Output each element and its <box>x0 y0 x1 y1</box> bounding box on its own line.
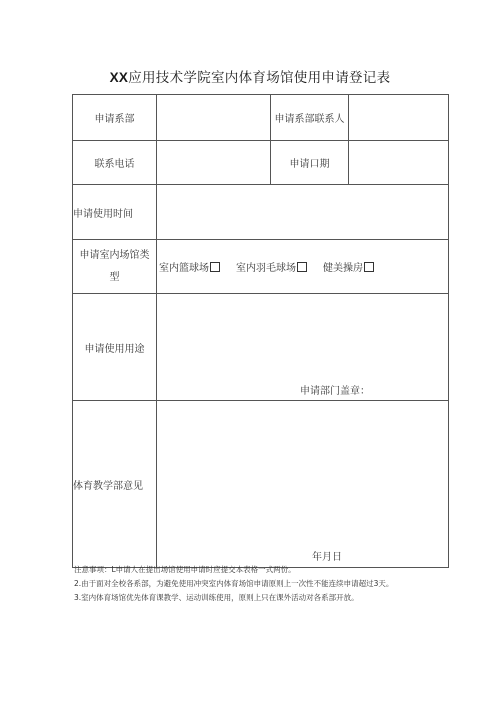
opinion-date-label: 年月日 <box>312 552 342 563</box>
pe-opinion-label: 体育教学部意见 <box>73 401 157 568</box>
venue-option-aerobics-label: 健美操房 <box>323 263 363 274</box>
venue-option-badminton[interactable] <box>236 259 307 274</box>
phone-field[interactable] <box>157 141 271 185</box>
note-1: 注意事项：L申请人在提出场馆使用申请时应提交本表格一式两份。 <box>74 565 296 574</box>
row-usage-purpose <box>73 294 449 401</box>
venue-type-label <box>73 240 157 294</box>
usage-time-label: 申请使用时间 <box>73 185 157 240</box>
usage-purpose-label: 申请使用用途 <box>73 294 157 401</box>
application-form-table <box>72 94 449 568</box>
phone-label: 联系电话 <box>73 141 157 185</box>
venue-option-basketball[interactable] <box>159 259 220 274</box>
badminton-checkbox[interactable] <box>297 262 307 272</box>
department-label: 申请系部 <box>73 95 157 141</box>
application-date-field[interactable] <box>349 141 449 185</box>
department-contact-label: 申请系部联系人 <box>271 95 349 141</box>
basketball-checkbox[interactable] <box>210 262 220 272</box>
row-usage-time <box>73 185 449 240</box>
usage-time-field[interactable] <box>157 185 449 240</box>
venue-option-aerobics[interactable] <box>323 259 374 274</box>
row-department <box>73 95 449 141</box>
row-phone <box>73 141 449 185</box>
venue-option-badminton-label: 室内羽毛球场 <box>236 263 296 274</box>
notes-section <box>74 563 454 605</box>
title-text: 应用技术学院室内体育场馆使用申请登记表 <box>128 70 391 86</box>
department-contact-field[interactable] <box>349 95 449 141</box>
venue-type-label-line1: 申请室内场馆类 <box>79 249 150 261</box>
note-2: 2.由于面对全校各系部，为避免使用冲突室内体育场馆申请原则上一次性不能连续申请超过3天。 <box>74 579 394 588</box>
venue-options-cell <box>157 240 449 294</box>
row-pe-opinion <box>73 401 449 568</box>
page-title <box>0 66 500 86</box>
application-date-label: 申请口期 <box>271 141 349 185</box>
venue-option-basketball-label: 室内篮球场 <box>159 263 209 274</box>
aerobics-checkbox[interactable] <box>364 262 374 272</box>
usage-purpose-field[interactable] <box>157 294 449 401</box>
row-venue-type <box>73 240 449 294</box>
pe-opinion-field[interactable] <box>157 401 449 568</box>
note-3: 3.室内体育场馆优先体育课教学、运动训练使用，原则上只在课外活动对各系部开放。 <box>74 593 359 602</box>
venue-type-label-line2: 型 <box>109 271 120 283</box>
department-stamp-label: 申请部门盖章： <box>300 386 370 397</box>
department-field[interactable] <box>157 95 271 141</box>
title-prefix: XX <box>109 70 129 85</box>
